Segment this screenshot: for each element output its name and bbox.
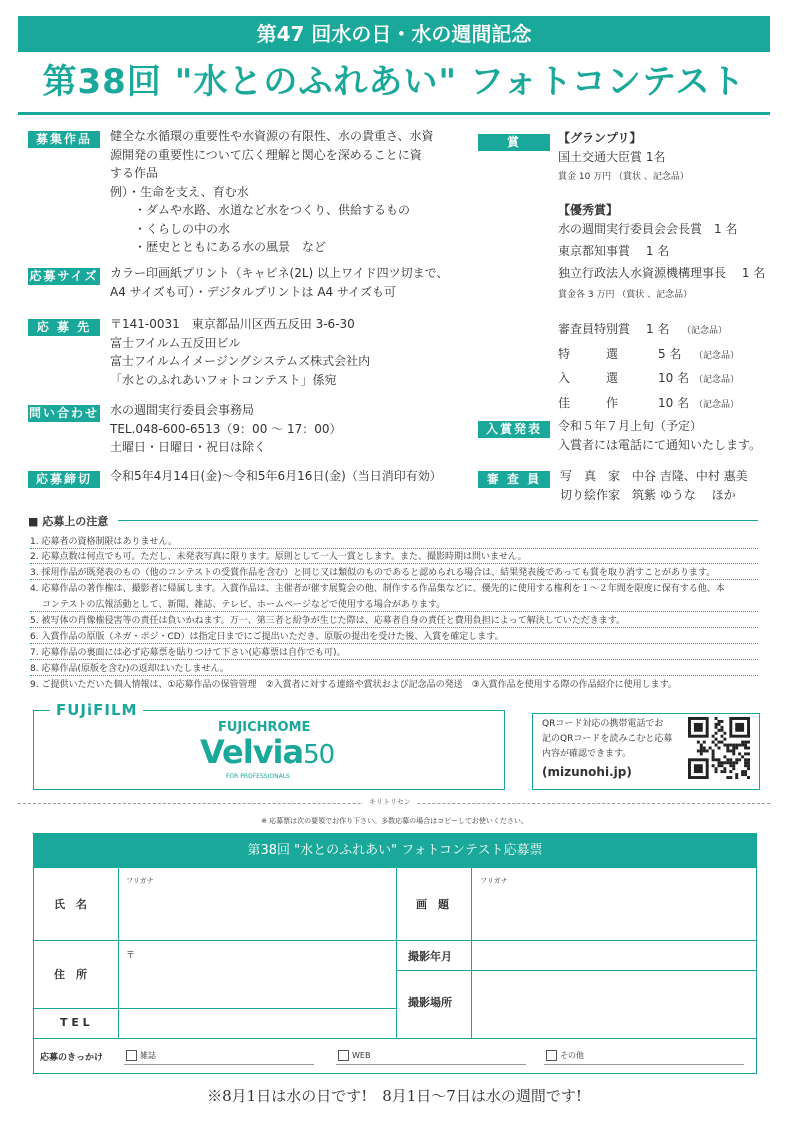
judges-line: 写 真 家 中谷 吉隆、中村 惠美 bbox=[560, 469, 748, 483]
note-separator bbox=[30, 643, 758, 644]
prize-row bbox=[558, 367, 739, 392]
option-other[interactable] bbox=[546, 1050, 584, 1061]
notes-rule bbox=[118, 520, 758, 521]
qr-text-line: QRコード対応の携帯電話でお bbox=[542, 719, 664, 729]
address-field[interactable] bbox=[119, 941, 395, 1008]
note-separator bbox=[30, 659, 758, 660]
announce-text bbox=[558, 417, 761, 454]
label-boshu: 募集作品 bbox=[28, 131, 100, 148]
note-item: 6. 入賞作品の原版（ネガ・ポジ・CD）は指定日までにご提出いただき、原版の提出を受けた後、入賞を確定します。 bbox=[30, 632, 504, 642]
option-magazine-label: 雑誌 bbox=[140, 1051, 156, 1060]
note-item: 2. 応募点数は何点でも可。ただし、未発表写真に限ります。原則として一人一賞とします。また、撮影時期は問いません。 bbox=[30, 552, 527, 562]
prize-count: 10 名 bbox=[658, 395, 690, 410]
contact-line: 水の週間実行委員会事務局 bbox=[110, 403, 255, 417]
address-text bbox=[110, 315, 370, 389]
note-separator bbox=[30, 675, 758, 676]
label-address: 応 募 先 bbox=[28, 319, 100, 336]
boshu-line: 源開発の重要性について広く理解と関心を深めることに資 bbox=[110, 147, 422, 162]
other-prizes bbox=[558, 318, 739, 416]
announce-line: 令和５年７月上旬（予定） bbox=[558, 419, 703, 433]
note-separator bbox=[30, 627, 758, 628]
boshu-line: ・くらしの中の水 bbox=[110, 221, 231, 236]
option-web-label: WEB bbox=[352, 1051, 371, 1060]
label-deadline: 応募締切 bbox=[28, 471, 100, 488]
prize-name: 特 選 bbox=[558, 346, 619, 361]
prize-count: 5 名 bbox=[658, 346, 682, 361]
note-separator bbox=[30, 611, 758, 612]
note-separator bbox=[30, 563, 758, 564]
checkbox-magazine[interactable] bbox=[126, 1050, 137, 1061]
contact-text bbox=[110, 401, 342, 457]
boshu-text bbox=[110, 127, 434, 257]
qr-text-line: 内容が確認できます。 bbox=[542, 749, 632, 759]
place-field[interactable] bbox=[472, 971, 756, 1038]
option-other-label: その他 bbox=[560, 1051, 584, 1060]
label-size: 応募サイズ bbox=[29, 269, 99, 283]
tel-field[interactable] bbox=[119, 1009, 395, 1038]
name-field[interactable] bbox=[119, 888, 395, 940]
note-item: 5. 被写体の肖像権侵害等の責任は負いかねます。万一、第三者と紛争が生じた際は、応募者自身の責任と費用負担によって解決していただきます。 bbox=[30, 616, 626, 626]
address-label: 住 所 bbox=[54, 968, 87, 981]
qr-text-line: 記のQRコードを読みこむと応募 bbox=[542, 734, 673, 744]
prize-name: 佳 作 bbox=[558, 395, 619, 410]
prize-name: 審査員特別賞 bbox=[558, 322, 631, 336]
page-title: 第38回 "水とのふれあい" フォトコンテスト bbox=[42, 62, 746, 102]
qr-code-icon bbox=[688, 717, 750, 779]
checkbox-web[interactable] bbox=[338, 1050, 349, 1061]
cut-note: ※ 応募票は次の要領でお作り下さい。多数応募の場合はコピーしてお使いください。 bbox=[261, 817, 528, 825]
label-announce: 入賞発表 bbox=[478, 421, 550, 438]
form-title: 第38回 "水とのふれあい" フォトコンテスト応募票 bbox=[33, 833, 757, 868]
prize-row bbox=[558, 392, 739, 417]
name-furigana: フリガナ bbox=[126, 877, 154, 885]
contact-line: 土曜日・日曜日・祝日は除く bbox=[110, 440, 267, 454]
prize-name: 入 選 bbox=[558, 371, 619, 385]
yushu-line: 独立行政法人水資源機構理事長 1 名 bbox=[558, 266, 766, 280]
professionals-text: FOR PROFESSIONALS bbox=[226, 773, 290, 780]
address-line: 富士フイルム五反田ビル bbox=[110, 335, 241, 350]
date-label: 撮影年月 bbox=[408, 950, 452, 963]
place-label: 撮影場所 bbox=[408, 996, 452, 1009]
qr-text bbox=[542, 717, 672, 762]
title-field[interactable] bbox=[472, 888, 756, 940]
gp-heading: 【グランプリ】 bbox=[558, 131, 642, 145]
label-contact: 問い合わせ bbox=[28, 406, 99, 420]
note-item: 9. ご提供いただいた個人情報は、①応募作品の保管管理 ②入賞者に対する連絡や賞状および記念品の発送 ③入賞作品を使用する際の作品紹介に使用します。 bbox=[30, 680, 677, 690]
option-magazine[interactable] bbox=[126, 1050, 156, 1061]
note-item: 3. 採用作品が既発表のもの（他のコンテストの受賞作品を含む）と同じ又は類似のものであると認められる場合は、結果発表後であっても賞を取り消すことがあります。 bbox=[30, 568, 716, 578]
size-text bbox=[110, 264, 448, 301]
boshu-line: ・ダムや水路、水道など水をつくり、供給するもの bbox=[110, 203, 411, 217]
fujichrome-logo: FUJICHROME bbox=[218, 720, 311, 735]
deadline-text: 令和5年4月14日(金)～令和5年6月16日(金)（当日消印有効） bbox=[110, 469, 442, 483]
date-field[interactable] bbox=[472, 941, 756, 970]
prize-note: （記念品） bbox=[682, 326, 728, 336]
yushu-line: 水の週間実行委員会会長賞 1 名 bbox=[558, 222, 738, 236]
yushu-note: 賞金各 3 万円 （賞状 、記念品） bbox=[558, 290, 693, 300]
cut-label: キリトリセン bbox=[363, 797, 417, 807]
yushu-line: 東京都知事賞 1 名 bbox=[558, 244, 670, 258]
fujifilm-logo: FUJiFILM bbox=[50, 701, 143, 719]
note-item: 4. 応募作品の著作権は、撮影者に帰属します。入賞作品は、主催者が催す展覧会の他、制作する作品集などに、優先的に使用する権利を１～２年間を限度に保有する他、本 bbox=[30, 584, 725, 594]
yushu-heading: 【優秀賞】 bbox=[558, 203, 619, 217]
note-item: 1. 応募者の資格制限はありません。 bbox=[30, 537, 177, 547]
announce-line: 入賞者には電話にて通知いたします。 bbox=[558, 437, 762, 452]
prize-note: （記念品） bbox=[694, 350, 740, 361]
name-label: 氏 名 bbox=[54, 898, 87, 911]
address-line: 富士フイルムイメージングシステムズ株式会社内 bbox=[110, 354, 371, 368]
size-line: A4 サイズも可）・デジタルプリントは A4 サイズも可 bbox=[110, 284, 397, 299]
option-web[interactable] bbox=[338, 1050, 370, 1061]
label-prize: 賞 bbox=[478, 134, 550, 151]
note-item: 7. 応募作品の裏面には必ず応募票を貼りつけて下さい(応募票は自作でも可)。 bbox=[30, 648, 346, 658]
prize-note: （記念品） bbox=[694, 375, 740, 385]
footer-text: ※8月1日は水の日です! 8月1日～7日は水の週間です! bbox=[207, 1087, 582, 1105]
size-line: カラー印画紙プリント（キャビネ(2L) 以上ワイド四ツ切まで、 bbox=[110, 266, 449, 280]
entry-form bbox=[33, 868, 757, 1074]
tel-label: T E L bbox=[60, 1016, 90, 1029]
title-label: 画 題 bbox=[416, 898, 449, 911]
note-item: コンテストの広報活動として、新聞、雑誌、テレビ、ホームページなどで使用する場合があります。 bbox=[30, 600, 446, 610]
top-banner: 第47 回水の日・水の週間記念 bbox=[18, 16, 770, 52]
address-line: 〒141-0031 東京都品川区西五反田 3-6-30 bbox=[110, 317, 355, 331]
gp-line: 国土交通大臣賞 1名 bbox=[558, 150, 666, 164]
postal-mark: 〒 bbox=[126, 951, 136, 961]
boshu-line: 健全な水循環の重要性や水資源の有限性、水の貴重さ、水資 bbox=[110, 129, 434, 143]
boshu-line: する作品 bbox=[110, 166, 159, 180]
velvia-text: Velvia bbox=[200, 733, 304, 771]
prize-row bbox=[558, 318, 739, 343]
notes-heading: ■ 応募上の注意 bbox=[28, 515, 109, 528]
title-rule bbox=[18, 112, 770, 115]
label-judges: 審 査 員 bbox=[478, 471, 550, 488]
qr-url: (mizunohi.jp) bbox=[542, 765, 632, 779]
velvia-logo bbox=[200, 733, 334, 771]
gp-note: 賞金 10 万円 （賞状 、記念品） bbox=[558, 172, 689, 182]
prize-row bbox=[558, 343, 739, 368]
boshu-line: 例）・生命を支え、育む水 bbox=[110, 184, 249, 199]
note-separator bbox=[30, 579, 758, 580]
checkbox-other[interactable] bbox=[546, 1050, 557, 1061]
address-line: 「水とのふれあいフォトコンテスト」係宛 bbox=[110, 372, 337, 387]
judges-text bbox=[560, 467, 748, 504]
contact-line: TEL.048-600-6513（9：00 ～ 17：00） bbox=[110, 421, 342, 436]
boshu-line: ・歴史とともにある水の風景 など bbox=[110, 240, 327, 254]
yushu-lines bbox=[558, 218, 765, 284]
trigger-label: 応募のきっかけ bbox=[40, 1053, 104, 1063]
prize-count: 1 名 bbox=[646, 322, 670, 336]
prize-count: 10 名 bbox=[658, 371, 690, 385]
note-item: 8. 応募作品(原版を含む)の返却はいたしません。 bbox=[30, 664, 230, 674]
prize-note: （記念品） bbox=[694, 399, 740, 410]
judges-line: 切り絵作家 筑紫 ゆうな ほか bbox=[560, 487, 736, 502]
title-furigana: フリガナ bbox=[480, 877, 508, 885]
velvia-number: 50 bbox=[303, 740, 335, 770]
